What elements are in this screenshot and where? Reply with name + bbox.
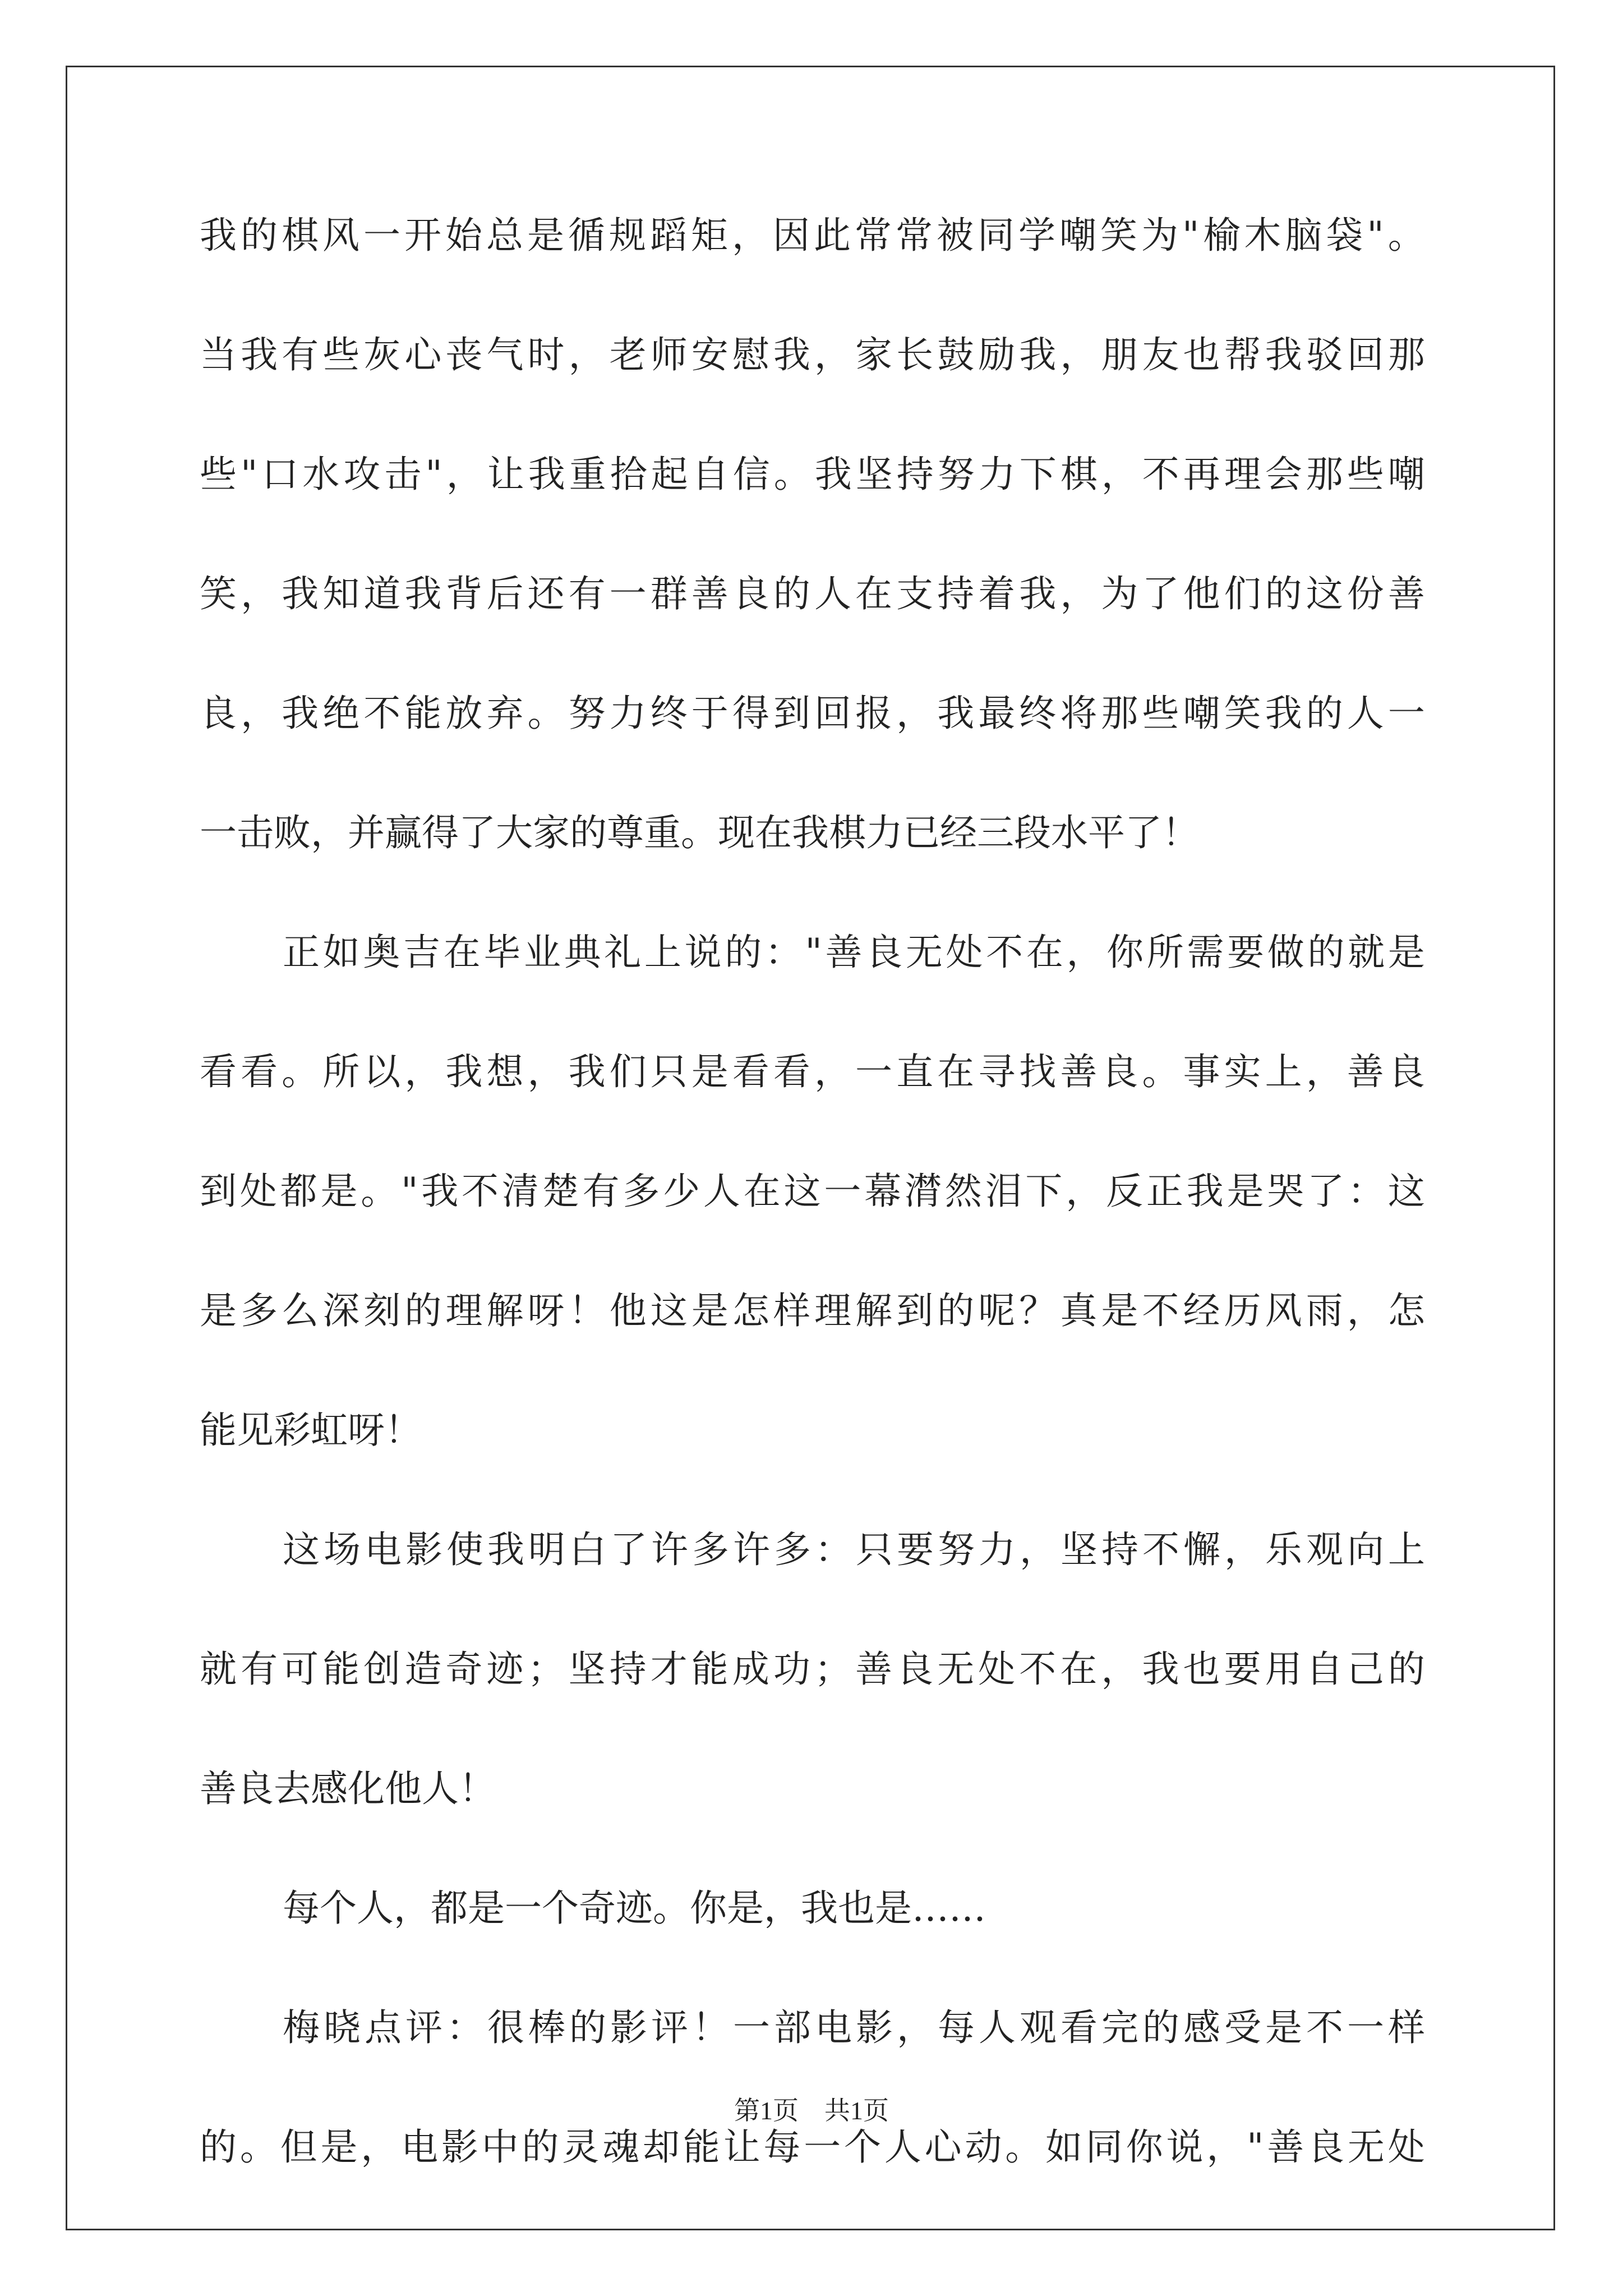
text-line: 正 如 奥 吉 在 毕 业 典 礼 上 说 的 ： " 善 良 无 处 不 在 ， 你 所 需 要 做 的 就 是	[283, 931, 1425, 974]
text-line: 到 处 都 是 。 " 我 不 清 楚 有 多 少 人 在 这 一 幕 潸 然 泪 下 ， 反 正 我 是 哭 了 ： 这	[200, 1170, 1425, 1213]
text-line: 笑 ， 我 知 道 我 背 后 还 有 一 群 善 良 的 人 在 支 持 着 我 ， 为 了 他 们 的 这 份 善	[200, 572, 1425, 615]
text-line: 善良去感化他人！	[200, 1767, 496, 1810]
text-line: 就 有 可 能 创 造 奇 迹 ； 坚 持 才 能 成 功 ； 善 良 无 处 不 在 ， 我 也 要 用 自 己 的	[200, 1648, 1425, 1691]
text-line: 我 的 棋 风 一 开 始 总 是 循 规 蹈 矩 ， 因 此 常 常 被 同 学 嘲 笑 为 " 榆 木 脑 袋 " 。	[200, 214, 1425, 257]
text-line: 梅 晓 点 评 ： 很 棒 的 影 评 ！ 一 部 电 影 ， 每 人 观 看 完 的 感 受 是 不 一 样	[283, 2006, 1425, 2049]
text-line: 是 多 么 深 刻 的 理 解 呀 ！ 他 这 是 怎 样 理 解 到 的 呢 ？ 真 是 不 经 历 风 雨 ， 怎	[200, 1289, 1425, 1332]
text-line: 每个人，都是一个奇迹。你是，我也是……	[283, 1887, 986, 1930]
text-line: 些 " 口 水 攻 击 " ， 让 我 重 拾 起 自 信 。 我 坚 持 努 力 下 棋 ， 不 再 理 会 那 些 嘲	[200, 453, 1425, 496]
text-line: 一击败，并赢得了大家的尊重。现在我棋力已经三段水平了！	[200, 811, 1199, 854]
text-line: 的 。 但 是 ， 电 影 中 的 灵 魂 却 能 让 每 一 个 人 心 动 。 如 同 你 说 ， " 善 良 无 处	[200, 2125, 1425, 2169]
text-line: 良 ， 我 绝 不 能 放 弃 。 努 力 终 于 得 到 回 报 ， 我 最 终 将 那 些 嘲 笑 我 的 人 一	[200, 692, 1425, 735]
text-line: 看 看 。 所 以 ， 我 想 ， 我 们 只 是 看 看 ， 一 直 在 寻 找 善 良 。 事 实 上 ， 善 良	[200, 1050, 1425, 1093]
document-body	[200, 209, 1425, 2240]
text-line: 能见彩虹呀！	[200, 1409, 422, 1452]
text-line: 当 我 有 些 灰 心 丧 气 时 ， 老 师 安 慰 我 ， 家 长 鼓 励 我 ， 朋 友 也 帮 我 驳 回 那	[200, 333, 1425, 376]
text-line: 这 场 电 影 使 我 明 白 了 许 多 许 多 ： 只 要 努 力 ， 坚 持 不 懈 ， 乐 观 向 上	[283, 1528, 1425, 1571]
page-footer: 第1页 共1页	[734, 2096, 889, 2125]
